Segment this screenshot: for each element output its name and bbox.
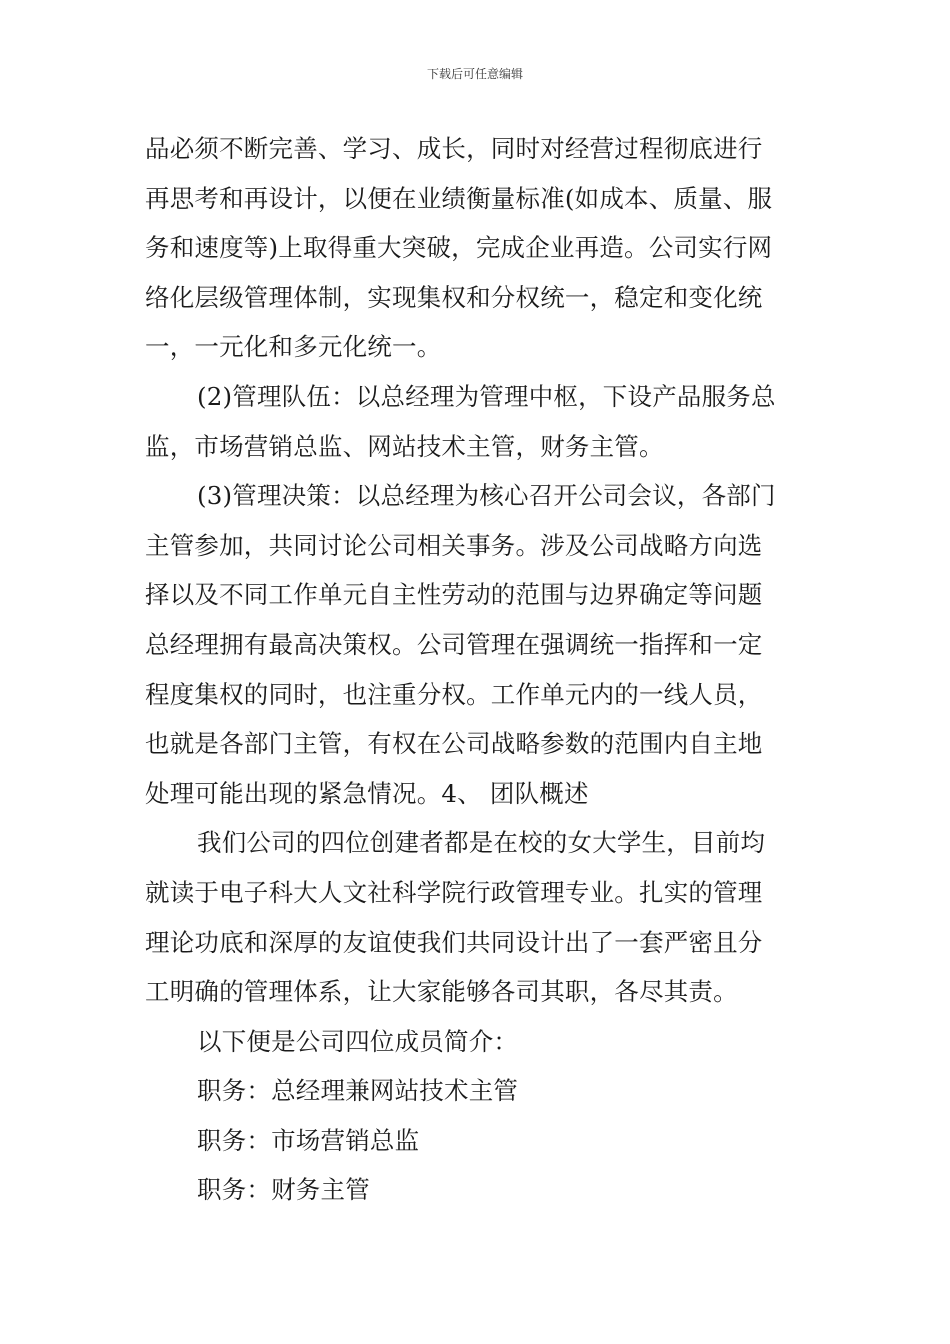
member-role-3 (145, 1165, 810, 1215)
member-role-2 (145, 1116, 810, 1166)
document-body (145, 124, 810, 1215)
text-line: 再思考和再设计，以便在业绩衡量标准(如成本、质量、服 (145, 183, 773, 213)
text-line: 也就是各部门主管，有权在公司战略参数的范围内自主地 (145, 729, 763, 759)
member-role-1 (145, 1066, 810, 1116)
text-line: 我们公司的四位创建者都是在校的女大学生，目前均 (197, 828, 766, 858)
text-line: 职务：财务主管 (197, 1175, 370, 1205)
text-line: (3)管理决策：以总经理为核心召开公司会议，各部门 (197, 481, 776, 511)
text-line: 处理可能出现的紧急情况。4、 团队概述 (145, 778, 589, 808)
text-line: 择以及不同工作单元自主性劳动的范围与边界确定等问题 (145, 580, 763, 610)
text-line: 络化层级管理体制，实现集权和分权统一，稳定和变化统 (145, 282, 763, 312)
text-line: 务和速度等)上取得重大突破，完成企业再造。公司实行网 (145, 233, 773, 263)
text-line: 总经理拥有最高决策权。公司管理在强调统一指挥和一定 (145, 629, 763, 659)
text-line: 品必须不断完善、学习、成长，同时对经营过程彻底进行 (145, 134, 763, 163)
text-line: 监，市场营销总监、网站技术主管，财务主管。 (145, 431, 664, 461)
paragraph-intro (145, 124, 810, 372)
page-header: 下载后可任意编辑 (426, 67, 523, 81)
text-line: 一，一元化和多元化统一。 (145, 332, 442, 362)
text-line: 理论功底和深厚的友谊使我们共同设计出了一套严密且分 (145, 927, 763, 957)
text-line: 以下便是公司四位成员简介： (197, 1026, 519, 1056)
text-line: 工明确的管理体系，让大家能够各司其职，各尽其责。 (145, 977, 738, 1007)
paragraph-management-decision (145, 471, 810, 818)
text-line: 程度集权的同时，也注重分权。工作单元内的一线人员， (145, 679, 763, 709)
text-line: 职务：总经理兼网站技术主管 (197, 1076, 519, 1106)
text-line: 主管参加，共同讨论公司相关事务。涉及公司战略方向选 (145, 530, 763, 560)
text-line: 就读于电子科大人文社科学院行政管理专业。扎实的管理 (145, 877, 763, 907)
paragraph-members-intro (145, 1017, 810, 1067)
text-line: 职务：市场营销总监 (197, 1125, 420, 1155)
text-line: (2)管理队伍：以总经理为管理中枢，下设产品服务总 (197, 381, 776, 411)
paragraph-management-team (145, 372, 810, 471)
paragraph-team-overview (145, 818, 810, 1016)
